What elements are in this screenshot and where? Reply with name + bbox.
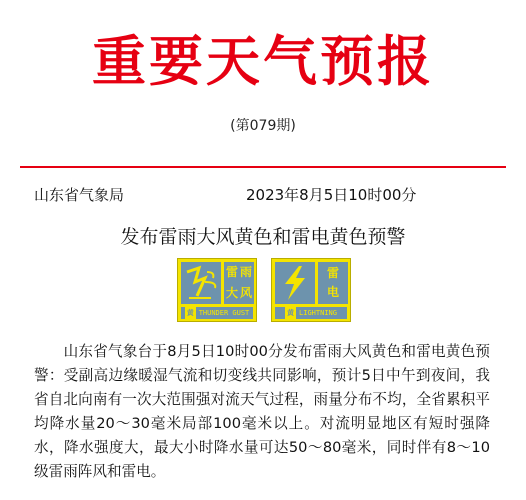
thunderstorm-gale-warning-badge (177, 258, 257, 322)
issuing-agency: 山东省气象局 (34, 186, 125, 204)
lightning-warning-badge (271, 258, 351, 322)
lightning-label (318, 262, 348, 304)
forecast-body: 山东省气象台于8月5日10时00分发布雷雨大风黄色和雷电黄色预警：受副高边缘暖湿气流和切变线共同影响，预计5日中午到夜间，我省自北向南有一次大范围强对流天气过程，雨量分布不均，全省累积平均降水量20～30毫米局部100毫米以上。对流明显地区有短时强降水，降水强度大，最大小时降水量可达50～80毫米，同时伴有8～10级雷雨阵风和雷电。 (34, 343, 490, 480)
badge-english-label: THUNDER GUST (198, 309, 250, 317)
issue-number: (第079期) (230, 118, 296, 134)
warning-level: 黄 (287, 309, 295, 317)
lightning-footer (275, 307, 347, 319)
badge-english-label: LIGHTNING (299, 309, 337, 317)
warning-level: 黄 (186, 309, 194, 317)
thunderstorm-gale-footer (181, 307, 253, 319)
badge-char: 电 (326, 285, 339, 299)
badge-char: 雷 (225, 265, 238, 279)
thunderstorm-gale-icon (181, 262, 221, 304)
issue-datetime: 2023年8月5日10时00分 (246, 186, 417, 204)
page-title: 重要天气预报 (92, 30, 434, 93)
warning-headline: 发布雷雨大风黄色和雷电黄色预警 (120, 226, 406, 248)
red-divider (20, 166, 506, 168)
badge-char: 雷 (326, 266, 339, 280)
badge-char: 雨 (239, 265, 252, 279)
badge-char: 风 (239, 286, 252, 300)
lightning-icon (275, 262, 315, 304)
badge-char: 大 (225, 286, 238, 300)
thunderstorm-gale-label (224, 262, 254, 304)
